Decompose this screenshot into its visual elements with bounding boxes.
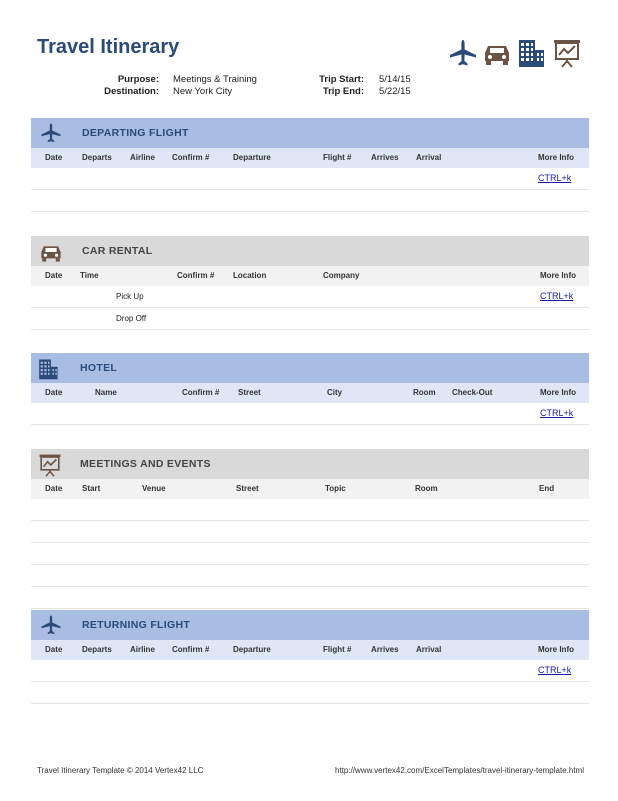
column-header: Departure	[233, 153, 271, 162]
column-header: Date	[45, 645, 63, 654]
trip-end-label: Trip End:	[322, 86, 364, 97]
airplane-icon	[37, 122, 65, 144]
column-header: End	[539, 484, 555, 493]
header-icons	[448, 38, 588, 70]
column-header: Departs	[82, 153, 112, 162]
column-header: More Info	[540, 271, 576, 280]
airplane-icon	[448, 38, 478, 68]
table-row[interactable]	[31, 308, 589, 330]
building-icon	[516, 38, 546, 68]
hotel-header	[31, 353, 589, 383]
purpose-value: Meetings & Training	[173, 74, 257, 85]
car-rental-columns	[31, 266, 589, 286]
dropoff-label: Drop Off	[116, 314, 147, 323]
more-info-link[interactable]: CTRL+k	[538, 665, 572, 675]
table-row[interactable]	[31, 682, 589, 704]
table-row[interactable]	[31, 499, 589, 521]
column-header: Airline	[130, 645, 155, 654]
column-header: Room	[413, 388, 436, 397]
column-header: Arrives	[371, 645, 399, 654]
trip-end-value: 5/22/15	[379, 86, 411, 97]
returning-flight-section	[31, 610, 589, 704]
column-header: Arrives	[371, 153, 399, 162]
airplane-icon	[37, 614, 65, 636]
column-header: Venue	[142, 484, 166, 493]
column-header: Name	[95, 388, 117, 397]
table-row[interactable]	[31, 660, 589, 682]
column-header: Start	[82, 484, 101, 493]
column-header: Company	[323, 271, 360, 280]
presentation-board-icon	[37, 453, 63, 477]
table-row[interactable]	[31, 190, 589, 212]
column-header: More Info	[538, 153, 574, 162]
car-rental-title: CAR RENTAL	[82, 245, 153, 257]
departing-flight-title: DEPARTING FLIGHT	[82, 127, 189, 139]
column-header: Room	[415, 484, 438, 493]
column-header: City	[327, 388, 343, 397]
trip-start-value: 5/14/15	[379, 74, 411, 85]
column-header: Confirm #	[172, 153, 210, 162]
departing-flight-section	[31, 118, 589, 212]
destination-value: New York City	[173, 86, 233, 97]
column-header: Street	[238, 388, 261, 397]
hotel-columns	[31, 383, 589, 403]
column-header: Date	[45, 271, 63, 280]
column-header: Confirm #	[172, 645, 210, 654]
trip-start-label: Trip Start:	[319, 74, 364, 85]
column-header: Arrival	[416, 645, 442, 654]
column-header: Flight #	[323, 153, 352, 162]
purpose-label: Purpose:	[117, 74, 159, 85]
table-row[interactable]	[31, 543, 589, 565]
meetings-columns	[31, 479, 589, 499]
table-row[interactable]	[31, 587, 589, 609]
column-header: Departs	[82, 645, 112, 654]
column-header: Street	[236, 484, 259, 493]
presentation-board-icon	[552, 38, 582, 68]
column-header: Check-Out	[452, 388, 493, 397]
departing-flight-columns	[31, 148, 589, 168]
table-row[interactable]	[31, 521, 589, 543]
car-rental-section	[31, 236, 589, 330]
table-row[interactable]	[31, 403, 589, 425]
column-header: More Info	[538, 645, 574, 654]
table-row[interactable]	[31, 168, 589, 190]
footer-copyright: Travel Itinerary Template © 2014 Vertex42 LLC	[37, 766, 204, 775]
returning-flight-columns	[31, 640, 589, 660]
car-rental-header	[31, 236, 589, 266]
column-header: Date	[45, 484, 63, 493]
column-header: Topic	[325, 484, 346, 493]
building-icon	[37, 357, 59, 381]
car-icon	[482, 38, 512, 68]
hotel-section	[31, 353, 589, 425]
returning-flight-header	[31, 610, 589, 640]
column-header: Arrival	[416, 153, 442, 162]
more-info-link[interactable]: CTRL+k	[540, 408, 574, 418]
column-header: Date	[45, 388, 63, 397]
meetings-title: MEETINGS AND EVENTS	[80, 458, 211, 470]
destination-label: Destination:	[104, 86, 159, 97]
column-header: Confirm #	[182, 388, 220, 397]
footer-url[interactable]: http://www.vertex42.com/ExcelTemplates/travel-itinerary-template.html	[335, 766, 584, 775]
column-header: More Info	[540, 388, 576, 397]
column-header: Confirm #	[177, 271, 215, 280]
car-icon	[37, 240, 65, 264]
more-info-link[interactable]: CTRL+k	[540, 291, 574, 301]
pickup-label: Pick Up	[116, 292, 144, 301]
column-header: Time	[80, 271, 99, 280]
hotel-title: HOTEL	[80, 362, 118, 374]
page-title: Travel Itinerary	[37, 36, 180, 58]
column-header: Location	[233, 271, 267, 280]
more-info-link[interactable]: CTRL+k	[538, 173, 572, 183]
column-header: Flight #	[323, 645, 352, 654]
returning-flight-title: RETURNING FLIGHT	[82, 619, 191, 631]
meetings-section	[31, 449, 589, 609]
column-header: Date	[45, 153, 63, 162]
table-row[interactable]	[31, 565, 589, 587]
meetings-header	[31, 449, 589, 479]
departing-flight-header	[31, 118, 589, 148]
column-header: Departure	[233, 645, 271, 654]
table-row[interactable]	[31, 286, 589, 308]
column-header: Airline	[130, 153, 155, 162]
